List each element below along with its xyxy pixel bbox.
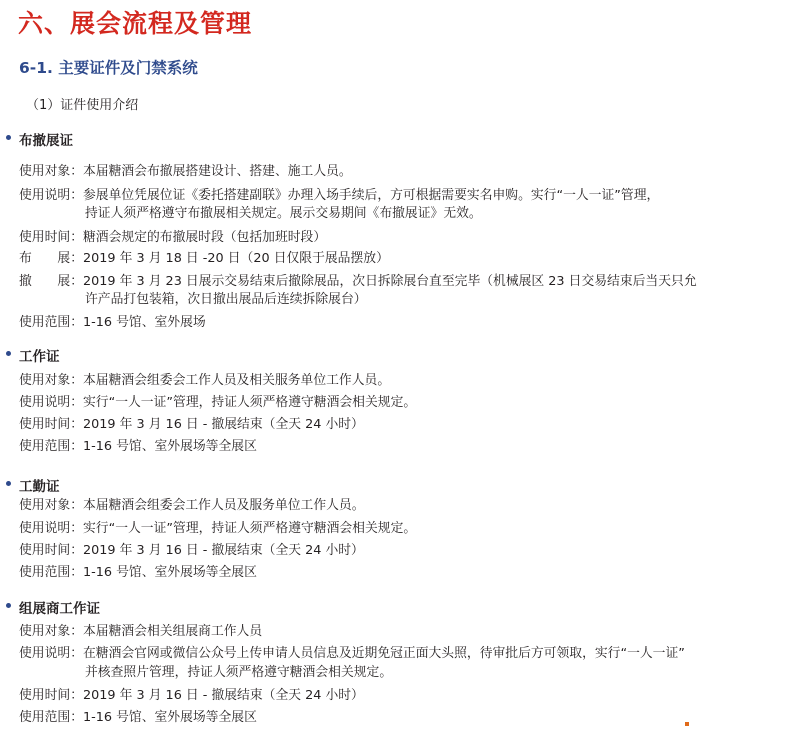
row-continuation: 许产品打包装箱，次日撤出展品后连续拆除展台） [85, 292, 367, 307]
row-label: 使用范围： [19, 565, 83, 580]
row-text: 2019 年 3 月 18 日 -20 日（20 日仅限于展品摆放） [82, 251, 389, 266]
row-text: 2019 年 3 月 23 日展示交易结束后撤除展品，次日拆除展台直至完毕（机械展区 23 日交易结束后当天只允 [82, 274, 697, 289]
row-label: 使用对象： [19, 164, 83, 179]
section-heading [19, 475, 60, 495]
info-row [19, 561, 257, 580]
info-row [19, 539, 364, 558]
row-label: 使用时间： [19, 543, 83, 558]
bullet-icon [6, 603, 11, 608]
section-heading-text: 布撤展证 [19, 133, 73, 149]
corner-mark [685, 722, 689, 726]
row-text: 实行“一人一证”管理，持证人须严格遵守糖酒会相关规定。 [82, 521, 417, 536]
page-title: 六、展会流程及管理 [18, 9, 253, 38]
row-text: 1-16 号馆、室外展场等全展区 [82, 710, 257, 725]
row-label: 使用对象： [19, 373, 83, 388]
row-text: 2019 年 3 月 16 日 - 撤展结束（全天 24 小时） [82, 417, 364, 432]
row-label: 使用时间： [19, 230, 83, 245]
row-label: 使用范围： [19, 439, 83, 454]
row-text: 本届糖酒会相关组展商工作人员 [82, 624, 263, 639]
bullet-icon [6, 351, 11, 356]
row-text: 2019 年 3 月 16 日 - 撤展结束（全天 24 小时） [82, 543, 364, 558]
info-row [19, 311, 206, 330]
row-text: 1-16 号馆、室外展场等全展区 [82, 439, 257, 454]
info-row [19, 247, 389, 266]
row-label: 使用对象： [19, 624, 83, 639]
section-heading-text: 工作证 [19, 349, 60, 365]
row-text: 糖酒会规定的布撤展时段（包括加班时段） [82, 230, 327, 245]
info-row [19, 642, 685, 661]
row-text: 本届糖酒会布撤展搭建设计、搭建、施工人员。 [82, 164, 352, 179]
row-continuation: 并核查照片管理，持证人须严格遵守糖酒会相关规定。 [85, 665, 393, 680]
row-label: 布 展： [19, 251, 83, 266]
section-heading [19, 597, 100, 617]
row-label: 使用说明： [19, 395, 83, 410]
bullet-icon [6, 481, 11, 486]
row-label: 使用时间： [19, 688, 83, 703]
row-text: 参展单位凭展位证《委托搭建副联》办理入场手续后，方可根据需要实名申购。实行“一人一证”管理， [82, 188, 660, 203]
info-row [19, 706, 257, 725]
info-row [19, 684, 364, 703]
row-text: 2019 年 3 月 16 日 - 撤展结束（全天 24 小时） [82, 688, 364, 703]
info-row [19, 226, 326, 245]
row-label: 使用对象： [19, 498, 83, 513]
row-continuation: 持证人须严格遵守布撤展相关规定。展示交易期间《布撤展证》无效。 [85, 206, 482, 221]
info-row [19, 494, 365, 513]
row-text: 本届糖酒会组委会工作人员及服务单位工作人员。 [82, 498, 365, 513]
row-text: 1-16 号馆、室外展场 [82, 315, 206, 330]
row-text: 在糖酒会官网或微信公众号上传申请人员信息及近期免冠正面大头照，待审批后方可领取，实行“一人一证” [82, 646, 685, 661]
info-row [19, 517, 416, 536]
info-row [19, 435, 257, 454]
row-label: 使用范围： [19, 710, 83, 725]
info-row [19, 270, 697, 289]
section-heading [19, 345, 60, 365]
info-row [19, 184, 659, 203]
info-row [19, 160, 352, 179]
bullet-icon [6, 135, 11, 140]
section-heading [19, 129, 73, 149]
info-row [19, 620, 262, 639]
section-heading-text: 工勤证 [19, 479, 60, 495]
row-label: 使用时间： [19, 417, 83, 432]
section-subtitle: 6-1. 主要证件及门禁系统 [19, 59, 198, 77]
row-text: 1-16 号馆、室外展场等全展区 [82, 565, 257, 580]
row-label: 使用说明： [19, 646, 83, 661]
info-row [19, 391, 416, 410]
intro-heading: （1）证件使用介绍 [26, 98, 139, 113]
row-label: 撤 展： [19, 274, 83, 289]
section-heading-text: 组展商工作证 [19, 601, 100, 617]
row-label: 使用范围： [19, 315, 83, 330]
row-text: 实行“一人一证”管理，持证人须严格遵守糖酒会相关规定。 [82, 395, 417, 410]
row-text: 本届糖酒会组委会工作人员及相关服务单位工作人员。 [82, 373, 391, 388]
info-row [19, 413, 364, 432]
info-row [19, 369, 390, 388]
row-label: 使用说明： [19, 188, 83, 203]
row-label: 使用说明： [19, 521, 83, 536]
